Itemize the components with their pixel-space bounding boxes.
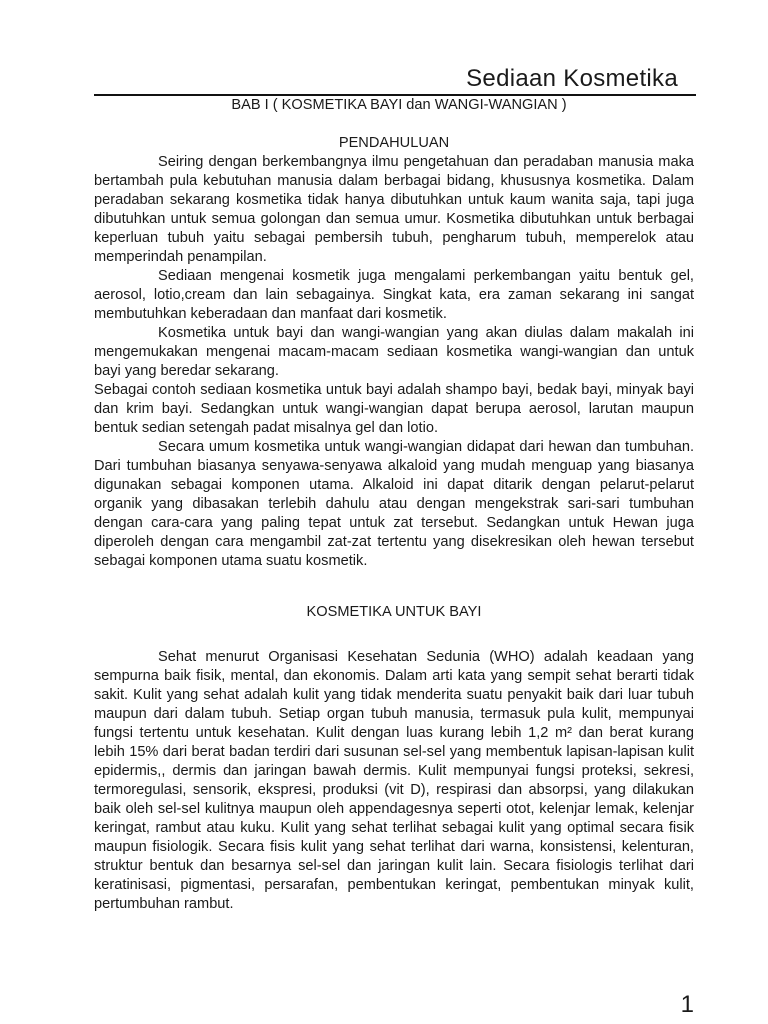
paragraph: Kosmetika untuk bayi dan wangi-wangian yang akan diulas dalam makalah ini mengemukakan mengenai macam-macam sediaan kosmetika wangi-wangian dan untuk bayi yang beredar sekarang. [94, 325, 694, 379]
section-title-kosmetika-bayi: KOSMETIKA UNTUK BAYI [306, 604, 482, 620]
paragraph: Seiring dengan berkembangnya ilmu pengetahuan dan peradaban manusia maka bertambah pula kebutuhan manusia dalam berbagai bidang, khususnya kosmetika. Dalam peradaban sekarang kosmetika tidak hanya dibutuhkan untuk kaum wanita saja, tapi juga dibutuhkan untuk semua golongan dan semua umur. Kosmetika dibutuhkan untuk berbagai keperluan tubuh yaitu sebagai pembersih tubuh, pengharum tubuh, memperelok atau memperindah penampilan. [94, 154, 694, 265]
page-number: 1 [680, 991, 694, 1018]
page-header [94, 64, 696, 96]
running-title: Sediaan Kosmetika [466, 65, 678, 92]
section-spacer [94, 571, 694, 603]
document-body [94, 96, 694, 914]
chapter-title: BAB I ( KOSMETIKA BAYI dan WANGI-WANGIAN ) [231, 97, 567, 113]
paragraph: Sebagai contoh sediaan kosmetika untuk bayi adalah shampo bayi, bedak bayi, minyak bayi dan krim bayi. Sedangkan untuk wangi-wangian dapat berupa aerosol, larutan maupun bentuk sedian setengah padat misalnya gel dan lotio. [94, 382, 694, 436]
paragraph: Sehat menurut Organisasi Kesehatan Sedunia (WHO) adalah keadaan yang sempurna baik fisik, mental, dan ekonomis. Dalam arti kata yang sempit sehat berarti tidak sakit. Kulit yang sehat adalah kulit yang tidak menderita suatu penyakit baik dari luar tubuh maupun dari dalam tubuh. Setiap organ tubuh manusia, termasuk pula kulit, mempunyai fungsi tertentu untuk kesehatan. Kulit dengan luas kurang lebih 1,2 m² dan berat kurang lebih 15% dari berat badan terdiri dari susunan sel-sel yang membentuk lapisan-lapisan kulit epidermis,, dermis dan jaringan bawah dermis. Kulit mempunyai fungsi proteksi, sekresi, termoregulasi, sensorik, ekspresi, produksi (vit D), respirasi dan absorpsi, yang dilakukan baik oleh sel-sel kulitnya maupun oleh appendagesnya seperti otot, kelenjar lemak, kelenjar keringat, rambut atau kuku. Kulit yang sehat terlihat sebagai kulit yang optimal secara fisik maupun fisiologik. Secara fisis kulit yang sehat terlihat dari warna, konsistensi, kelenturan, struktur bentuk dan besarnya sel-sel dan jaringan kulit lain. Secara fisiologis terlihat dari keratinisasi, pigmentasi, persarafan, pembentukan keringat, pembentukan minyak kulit, pertumbuhan rambut. [94, 649, 694, 912]
section-spacer [94, 622, 694, 648]
paragraph: Secara umum kosmetika untuk wangi-wangian didapat dari hewan dan tumbuhan. Dari tumbuhan biasanya senyawa-senyawa alkaloid yang mudah menguap yang biasanya digunakan sebagai komponen utama. Alkaloid ini dapat ditarik dengan pelarut-pelarut organik yang dibasakan terlebih dahulu atau dengan mengekstrak sari-sari tumbuhan dengan cara-cara yang paling tepat untuk zat tersebut. Sedangkan untuk Hewan juga diperoleh dengan cara mengambil zat-zat tertentu yang disekresikan oleh hewan tersebut sebagai komponen utama suatu kosmetik. [94, 439, 694, 569]
section-title-pendahuluan: PENDAHULUAN [338, 135, 450, 151]
paragraph: Sediaan mengenai kosmetik juga mengalami perkembangan yaitu bentuk gel, aerosol, lotio,cream dan lain sebagainya. Singkat kata, era zaman sekarang ini sangat membutuhkan keberadaan dan manfaat dari kosmetik. [94, 268, 694, 322]
